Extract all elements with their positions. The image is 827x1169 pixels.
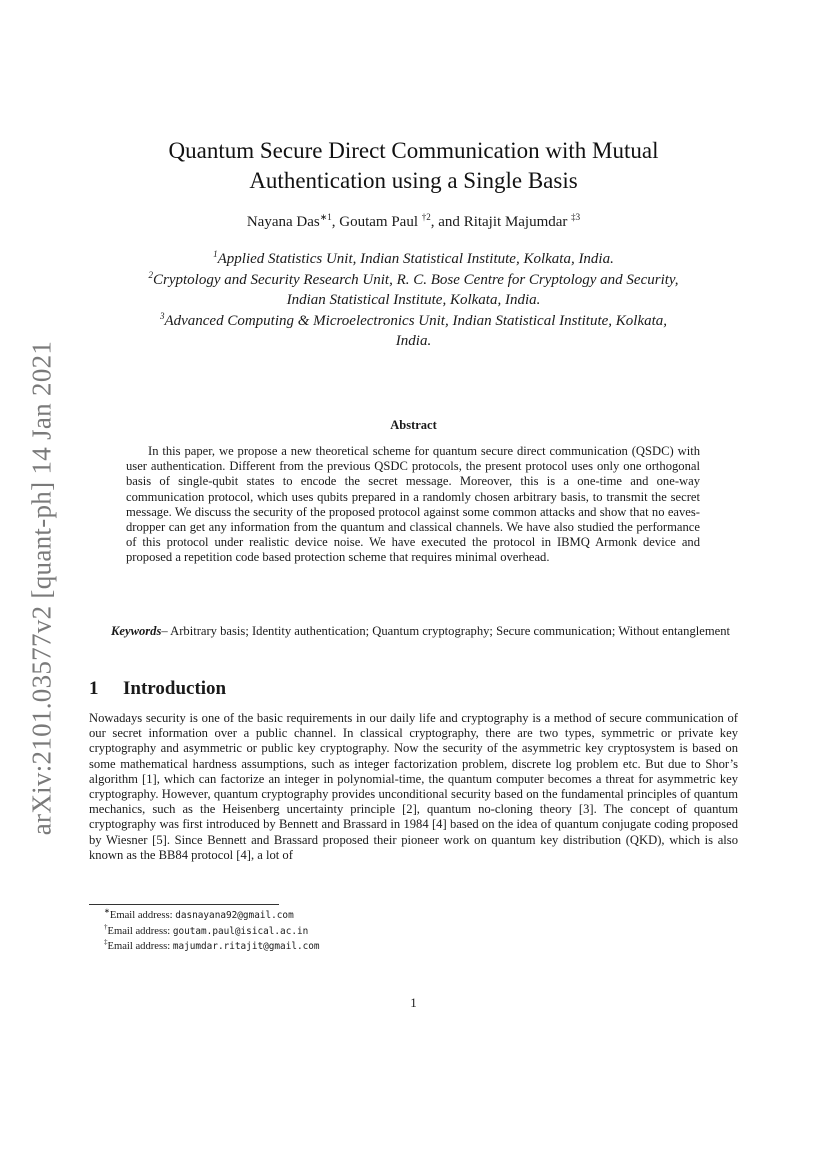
author-2-marks: †2 — [421, 212, 431, 222]
affiliation-1 — [86, 249, 741, 270]
affiliation-2 — [86, 270, 741, 291]
footnote-2 — [104, 924, 320, 940]
section-title: Introduction — [123, 678, 227, 699]
keywords — [89, 623, 738, 639]
footnote-1-label: Email address: — [109, 910, 176, 921]
author-1-name: Nayana Das — [246, 214, 320, 230]
page-number: 1 — [410, 995, 417, 1010]
arxiv-side-stamp: arXiv:2101.03577v2 [quant-ph] 14 Jan 2021 — [26, 340, 57, 836]
abstract-body: In this paper, we propose a new theoretical scheme for quantum secure direct communication (QSDC) with user authentication. Different from the previous QSDC protocols, the present protocol uses only one orthogonal basis of single-qubit states to encode the secret message. Moreover, this is a one-time and one-way communication protocol, which uses qubits prepared in a randomly chosen arbitrary basis, to transmit the secret message. We discuss the security of the proposed protocol against some common attacks and show that no eavesdropper can get any information from the quantum and classical channels. We have also studied the performance of this protocol under realistic device noise. We have executed the protocol in IBMQ Armonk device and proposed a repetition code based protection scheme that requires minimal overhead. — [126, 444, 700, 565]
footnote-2-mark: † — [104, 922, 108, 931]
affiliation-3-mark: 3 — [159, 310, 165, 321]
author-3-marks: ‡3 — [571, 212, 581, 222]
author-2-name: Goutam Paul — [339, 214, 422, 230]
author-1-marks: ∗1 — [319, 212, 332, 222]
author-separator-1: , — [331, 214, 340, 230]
affiliation-3-text: Advanced Computing & Microelectronics Unit, Indian Statistical Institute, Kolkata, — [164, 312, 668, 329]
affiliation-3 — [86, 311, 741, 332]
author-3-name: Ritajit Majumdar — [463, 214, 572, 230]
footnote-1-mark: ∗ — [104, 907, 110, 915]
abstract-heading: Abstract — [390, 418, 437, 432]
footnote-3-email[interactable]: majumdar.ritajit@gmail.com — [172, 941, 320, 952]
affiliation-1-text: Applied Statistics Unit, Indian Statistical Institute, Kolkata, India. — [217, 251, 614, 267]
footnote-3-mark: ‡ — [104, 938, 108, 946]
footnote-2-label: Email address: — [107, 925, 173, 937]
footnotes — [104, 908, 320, 955]
introduction-body: Nowadays security is one of the basic requirements in our daily life and cryptography is a method of secure communication of our secret information over a public channel. In classical cryptography, there are two types, symmetric or private key cryptography and asymmetric or public key cryptography. Now the security of the asymmetric key cryptosystem is based on some mathematical hardness assumptions, such as integer factorization problem, discrete log problem etc. But due to Shor’s algorithm [1], which can factorize an integer in polynomial-time, the quantum computer becomes a threat for asymmetric key cryptography. However, quantum cryptography provides unconditional security based on the fundamental principles of quantum mechanics, such as the Heisenberg uncertainty principle [2], quantum no-cloning theory [3]. The concept of quantum cryptography was first introduced by Bennett and Brassard in 1984 [4] based on the idea of quantum conjugate coding proposed by Wiesner [5]. Since Bennett and Brassard proposed their pioneer work on quantum key distribution (QKD), which is also known as the BB84 protocol [4], a lot of — [89, 711, 738, 862]
keywords-label: Keywords — [111, 624, 162, 638]
affiliation-1-mark: 1 — [213, 249, 218, 259]
author-separator-2: , and — [430, 214, 464, 230]
paper-title — [0, 136, 827, 196]
affiliation-2-text: Cryptology and Security Research Unit, R. C. Bose Centre for Cryptology and Security, — [153, 271, 679, 288]
title-line-1: Quantum Secure Direct Communication with Mutual — [168, 138, 659, 163]
footnote-divider — [89, 904, 279, 905]
keywords-text: – Arbitrary basis; Identity authentication; Quantum cryptography; Secure communication; Without entanglement — [161, 624, 731, 638]
affiliation-2-mark: 2 — [148, 269, 154, 280]
affiliations — [86, 249, 741, 352]
footnote-3 — [104, 939, 320, 955]
section-number: 1 — [89, 678, 99, 699]
footnote-2-email[interactable]: goutam.paul@isical.ac.in — [172, 925, 309, 937]
footnote-1-email[interactable]: dasnayana92@gmail.com — [175, 910, 294, 921]
affiliation-3-cont: India. — [395, 333, 432, 349]
affiliation-2-cont: Indian Statistical Institute, Kolkata, India. — [286, 292, 541, 308]
title-line-2: Authentication using a Single Basis — [249, 168, 578, 193]
footnote-1 — [104, 908, 320, 924]
footnote-3-label: Email address: — [107, 941, 173, 952]
section-heading — [89, 678, 226, 700]
author-list — [0, 212, 827, 232]
